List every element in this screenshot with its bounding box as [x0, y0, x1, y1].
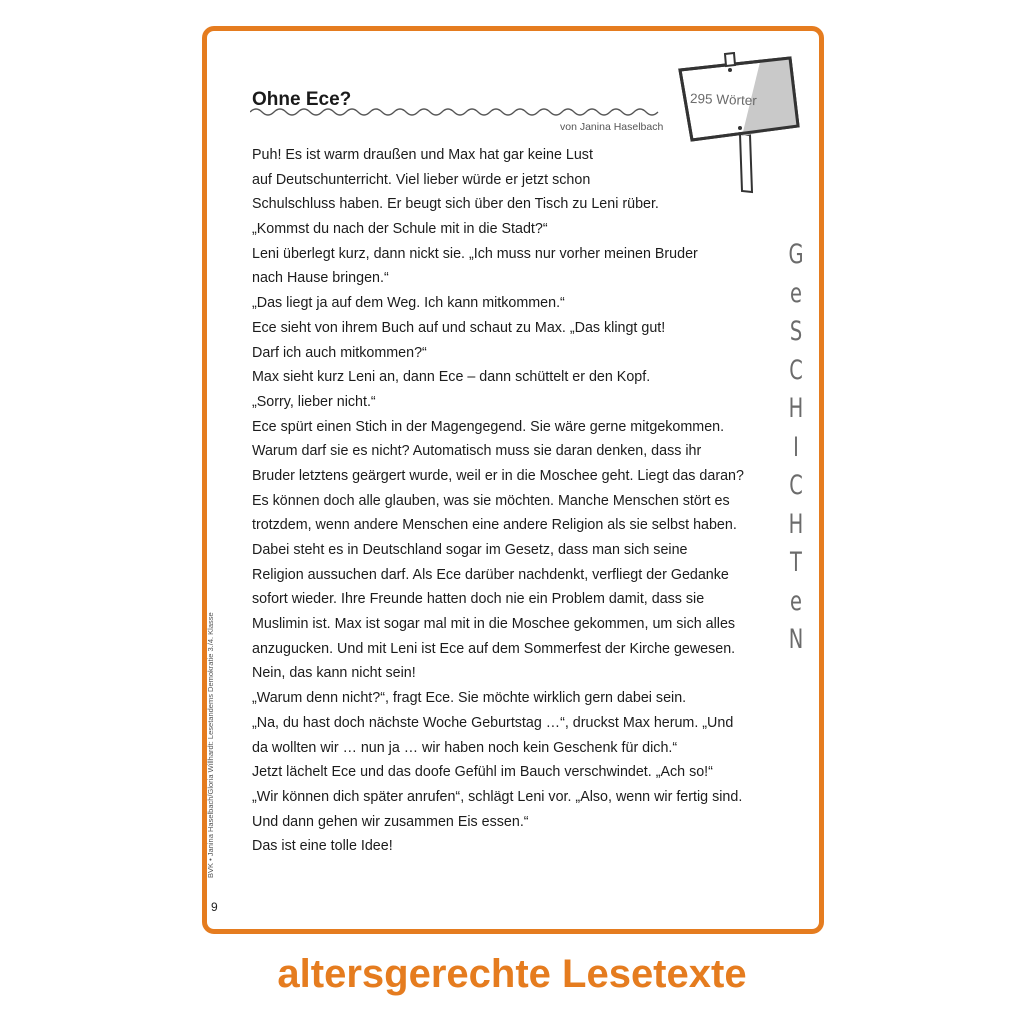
vertical-letter: C [789, 354, 803, 386]
title-wave-underline [250, 106, 664, 118]
vertical-letter: e [790, 585, 802, 617]
vertical-letter: I [793, 431, 799, 463]
vertical-word-geschichten [780, 236, 812, 660]
word-count-sign-icon [676, 52, 800, 197]
vertical-letter: T [790, 547, 802, 578]
story-text [252, 143, 782, 859]
story-line: Puh! Es ist warm draußen und Max hat gar keine Lust [252, 147, 593, 163]
story-line: da wollten wir … nun ja … wir haben noch kein Geschenk für dich.“ [252, 739, 678, 756]
story-line: Muslimin ist. Max ist sogar mal mit in die Moschee gekommen, um sich alles [252, 616, 736, 633]
story-line: Ece sieht von ihrem Buch auf und schaut zu Max. „Das klingt gut! [252, 319, 666, 336]
story-line: Ece spürt einen Stich in der Magengegend. Sie wäre gerne mitgekommen. [252, 418, 725, 435]
story-line: „Sorry, lieber nicht.“ [252, 393, 376, 410]
story-line: Nein, das kann nicht sein! [252, 665, 416, 682]
vertical-letter: H [788, 508, 804, 540]
story-line: Leni überlegt kurz, dann nickt sie. „Ich muss nur vorher meinen Bruder [252, 245, 698, 262]
story-line: „Wir können dich später anrufen“, schlägt Leni vor. „Also, wenn wir fertig sind. [252, 788, 743, 805]
vertical-letter: N [788, 624, 804, 655]
story-line: Dabei steht es in Deutschland sogar im Gesetz, dass man sich seine [252, 542, 688, 558]
story-line: Religion aussuchen darf. Als Ece darüber nachdenkt, verfliegt der Gedanke [252, 566, 729, 583]
story-line: Max sieht kurz Leni an, dann Ece – dann schüttelt er den Kopf. [252, 369, 651, 386]
story-line: sofort wieder. Ihre Freunde hatten doch nie ein Problem damit, dass sie [252, 591, 705, 608]
caption: altersgerechte Lesetexte [277, 952, 747, 996]
story-line: Darf ich auch mitkommen?“ [252, 344, 427, 361]
story-line: „Warum denn nicht?“, fragt Ece. Sie möchte wirklich gern dabei sein. [252, 690, 687, 707]
story-line: „Na, du hast doch nächste Woche Geburtstag …“, druckst Max herum. „Und [252, 714, 734, 731]
story-line: nach Hause bringen.“ [252, 270, 389, 287]
story-line: auf Deutschunterricht. Viel lieber würde er jetzt schon [252, 171, 591, 188]
story-line: Jetzt lächelt Ece und das doofe Gefühl im Bauch verschwindet. „Ach so!“ [252, 764, 713, 781]
story-line: trotzdem, wenn andere Menschen eine andere Religion als sie selbst haben. [252, 517, 737, 534]
author-credit: von Janina Haselbach [560, 121, 664, 133]
story-line: anzugucken. Und mit Leni ist Ece auf dem Sommerfest der Kirche gewesen. [252, 640, 736, 657]
word-count-label: 295 Wörter [689, 90, 758, 109]
story-line: Es können doch alle glauben, was sie möchten. Manche Menschen stört es [252, 492, 730, 509]
story-line: „Kommst du nach der Schule mit in die Stadt?“ [252, 221, 548, 238]
story-line: Das ist eine tolle Idee! [252, 838, 393, 855]
story-line: Bruder letztens geärgert wurde, weil er in die Moschee geht. Liegt das daran? [252, 467, 744, 484]
vertical-letter: H [788, 393, 804, 424]
side-credit: BVK • Janina Haselbach/Gloria Willhardt: Lesetandems Demokratie 3./4. Klasse [206, 612, 215, 878]
story-title: Ohne Ece? [252, 89, 352, 110]
vertical-letter: C [789, 470, 803, 501]
story-line: „Das liegt ja auf dem Weg. Ich kann mitkommen.“ [252, 295, 565, 312]
story-line: Schulschluss haben. Er beugt sich über den Tisch zu Leni rüber. [252, 196, 659, 213]
story-line: Warum darf sie es nicht? Automatisch muss sie daran denken, dass ihr [252, 443, 702, 460]
story-line: Und dann gehen wir zusammen Eis essen.“ [252, 813, 529, 830]
vertical-letter: S [789, 316, 803, 347]
page-number: 9 [211, 900, 218, 914]
vertical-letter: G [788, 239, 804, 270]
vertical-letter: e [790, 277, 802, 309]
